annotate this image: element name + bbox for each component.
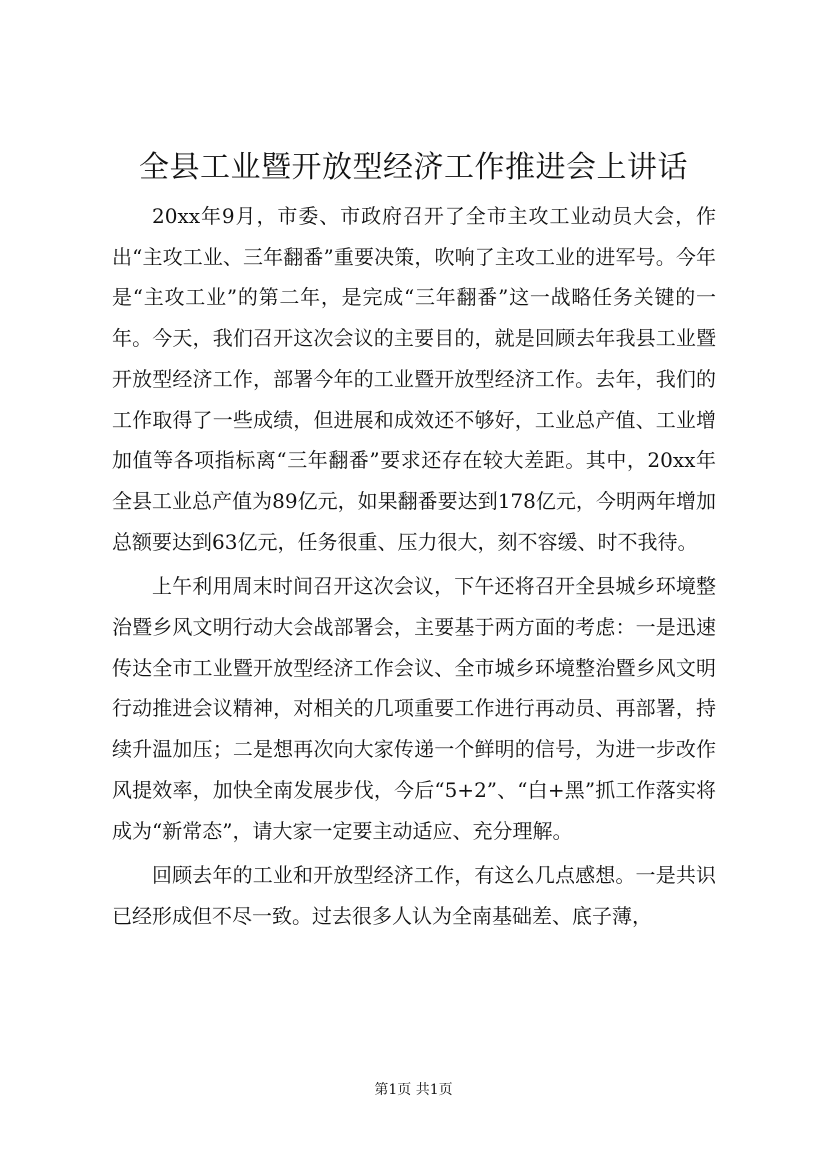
paragraph-1: 20xx年9月，市委、市政府召开了全市主攻工业动员大会，作出“主攻工业、三年翻番”重要决策，吹响了主攻工业的进军号。今年是“主攻工业”的第二年，是完成“三年翻番”这一战略任务关键的一年。今天，我们召开这次会议的主要目的，就是回顾去年我县工业暨开放型经济工作，部署今年的工业暨开放型经济工作。去年，我们的工作取得了一些成绩，但进展和成效还不够好，工业总产值、工业增加值等各项指标离“三年翻番”要求还存在较大差距。其中，20xx年全县工业总产值为89亿元，如果翻番要达到178亿元，今明两年增加总额要达到63亿元，任务很重、压力很大，刻不容缓、时不我待。 xyxy=(112,204,716,554)
document-body xyxy=(112,196,716,941)
paragraph-2: 上午利用周末时间召开这次会议，下午还将召开全县城乡环境整治暨乡风文明行动大会战部署会，主要基于两方面的考虑：一是迅速传达全市工业暨开放型经济工作会议、全市城乡环境整治暨乡风文明行动推进会议精神，对相关的几项重要工作进行再动员、再部署，持续升温加压；二是想再次向大家传递一个鲜明的信号，为进一步改作风提效率，加快全南发展步伐，今后“5+2”、“白+黑”抓工作落实将成为“新常态”，请大家一定要主动适应、充分理解。 xyxy=(112,574,716,843)
paragraph-3: 回顾去年的工业和开放型经济工作，有这么几点感想。一是共识已经形成但不尽一致。过去很多人认为全南基础差、底子薄， xyxy=(112,863,716,928)
page-footer: 第1页 共1页 xyxy=(374,1082,453,1098)
document-title: 全县工业暨开放型经济工作推进会上讲话 xyxy=(139,150,688,185)
